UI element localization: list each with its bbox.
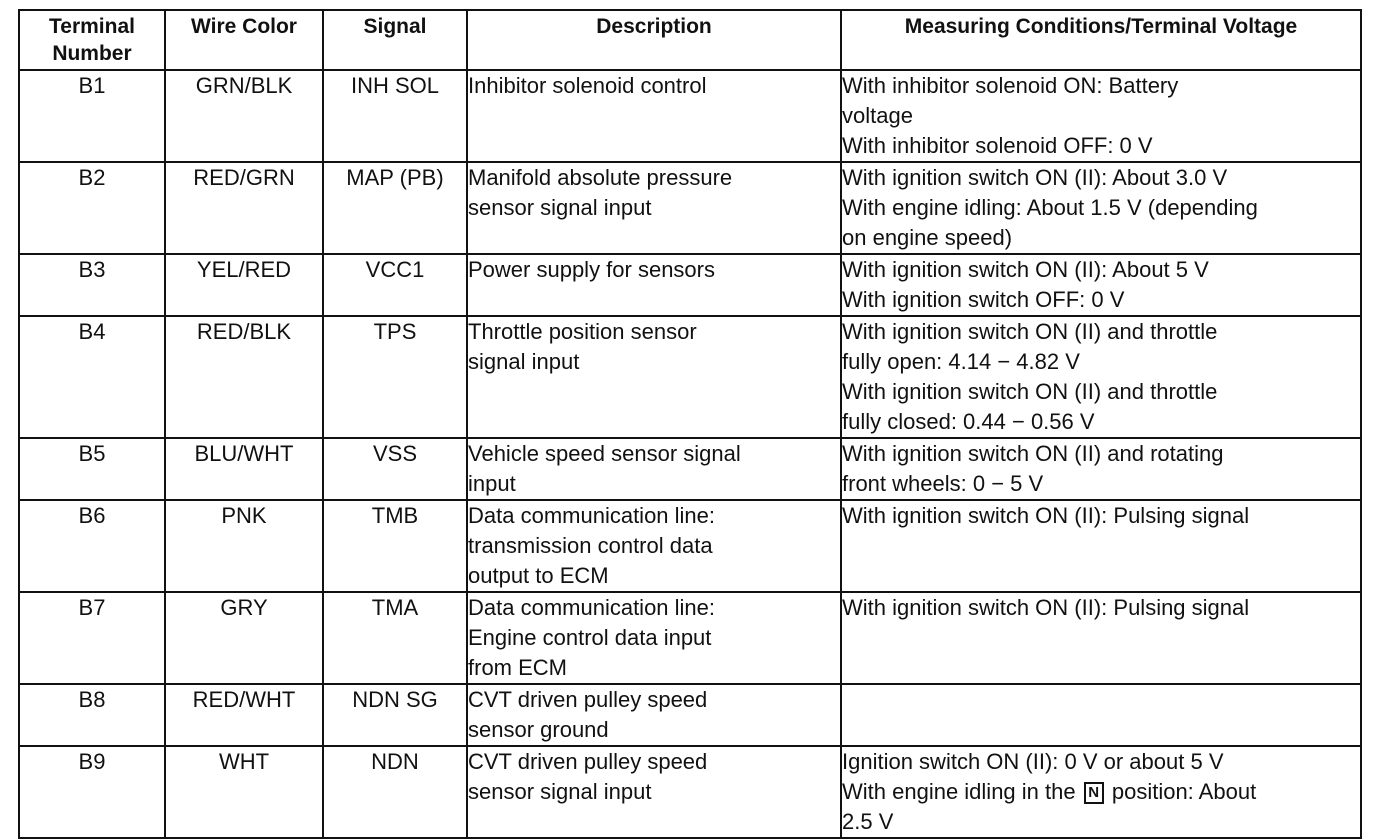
measuring-line bbox=[842, 777, 1360, 807]
measuring-cell bbox=[841, 746, 1361, 838]
terminal-cell: B7 bbox=[19, 592, 165, 684]
measuring-line: With engine idling: About 1.5 V (depending bbox=[842, 195, 1258, 220]
measuring-line: voltage bbox=[842, 103, 913, 128]
description-line: Power supply for sensors bbox=[468, 257, 715, 282]
measuring-line: With ignition switch OFF: 0 V bbox=[842, 287, 1125, 312]
measuring-cell bbox=[841, 592, 1361, 684]
description-cell bbox=[467, 438, 841, 500]
neutral-position-symbol: N bbox=[1084, 782, 1104, 804]
description-cell bbox=[467, 592, 841, 684]
description-line: Vehicle speed sensor signal bbox=[468, 441, 741, 466]
table-header bbox=[19, 10, 1361, 70]
wire-color-cell: RED/BLK bbox=[165, 316, 323, 438]
signal-cell: NDN bbox=[323, 746, 467, 838]
description-line: from ECM bbox=[468, 655, 567, 680]
signal-cell: TPS bbox=[323, 316, 467, 438]
wire-color-cell: RED/WHT bbox=[165, 684, 323, 746]
header-terminal-line1: Terminal bbox=[49, 15, 135, 38]
measuring-line: on engine speed) bbox=[842, 225, 1013, 250]
wire-color-cell: GRN/BLK bbox=[165, 70, 323, 162]
description-line: Throttle position sensor bbox=[468, 319, 697, 344]
header-signal: Signal bbox=[323, 10, 467, 70]
signal-cell: NDN SG bbox=[323, 684, 467, 746]
measuring-line: With inhibitor solenoid ON: Battery bbox=[842, 73, 1179, 98]
description-line: transmission control data bbox=[468, 533, 713, 558]
wire-color-cell: PNK bbox=[165, 500, 323, 592]
description-line: signal input bbox=[468, 349, 580, 374]
description-cell bbox=[467, 162, 841, 254]
terminal-cell: B4 bbox=[19, 316, 165, 438]
table-row bbox=[19, 746, 1361, 838]
measuring-line: With inhibitor solenoid OFF: 0 V bbox=[842, 133, 1153, 158]
description-line: Data communication line: bbox=[468, 503, 716, 528]
measuring-text: position: About bbox=[1111, 779, 1257, 804]
signal-cell: TMA bbox=[323, 592, 467, 684]
description-line: sensor signal input bbox=[468, 779, 652, 804]
wire-color-cell: BLU/WHT bbox=[165, 438, 323, 500]
measuring-line: With ignition switch ON (II): About 3.0 V bbox=[842, 165, 1228, 190]
measuring-cell bbox=[841, 162, 1361, 254]
table-row bbox=[19, 592, 1361, 684]
measuring-line: With ignition switch ON (II): Pulsing signal bbox=[842, 503, 1250, 528]
measuring-cell bbox=[841, 316, 1361, 438]
terminal-cell: B5 bbox=[19, 438, 165, 500]
table-row bbox=[19, 500, 1361, 592]
measuring-cell bbox=[841, 684, 1361, 746]
header-description: Description bbox=[467, 10, 841, 70]
measuring-text: With engine idling in the bbox=[842, 779, 1076, 804]
description-cell bbox=[467, 254, 841, 316]
table-row bbox=[19, 438, 1361, 500]
signal-cell: VSS bbox=[323, 438, 467, 500]
description-line: CVT driven pulley speed bbox=[468, 687, 708, 712]
description-line: input bbox=[468, 471, 516, 496]
measuring-line: With ignition switch ON (II) and throttle bbox=[842, 379, 1218, 404]
header-terminal-number bbox=[19, 10, 165, 70]
wire-color-cell: RED/GRN bbox=[165, 162, 323, 254]
measuring-line: With ignition switch ON (II) and throttle bbox=[842, 319, 1218, 344]
terminal-cell: B9 bbox=[19, 746, 165, 838]
signal-cell: TMB bbox=[323, 500, 467, 592]
measuring-line: 2.5 V bbox=[842, 809, 894, 834]
description-cell bbox=[467, 746, 841, 838]
header-terminal-line2: Number bbox=[52, 42, 132, 65]
header-wire-color: Wire Color bbox=[165, 10, 323, 70]
measuring-cell bbox=[841, 70, 1361, 162]
description-line: output to ECM bbox=[468, 563, 609, 588]
wire-color-cell: GRY bbox=[165, 592, 323, 684]
table-body bbox=[19, 70, 1361, 838]
description-line: CVT driven pulley speed bbox=[468, 749, 708, 774]
table-row bbox=[19, 316, 1361, 438]
description-line: Inhibitor solenoid control bbox=[468, 73, 707, 98]
measuring-line: fully open: 4.14 − 4.82 V bbox=[842, 349, 1080, 374]
terminal-cell: B6 bbox=[19, 500, 165, 592]
table-row bbox=[19, 254, 1361, 316]
description-cell bbox=[467, 500, 841, 592]
description-line: sensor signal input bbox=[468, 195, 652, 220]
description-line: Manifold absolute pressure bbox=[468, 165, 733, 190]
description-line: Engine control data input bbox=[468, 625, 712, 650]
signal-cell: INH SOL bbox=[323, 70, 467, 162]
table-row bbox=[19, 70, 1361, 162]
description-line: sensor ground bbox=[468, 717, 609, 742]
terminal-cell: B2 bbox=[19, 162, 165, 254]
measuring-line: With ignition switch ON (II) and rotating bbox=[842, 441, 1224, 466]
measuring-cell bbox=[841, 254, 1361, 316]
description-cell bbox=[467, 316, 841, 438]
description-cell bbox=[467, 70, 841, 162]
terminal-cell: B3 bbox=[19, 254, 165, 316]
measuring-line: fully closed: 0.44 − 0.56 V bbox=[842, 409, 1095, 434]
measuring-line: front wheels: 0 − 5 V bbox=[842, 471, 1044, 496]
table-row bbox=[19, 684, 1361, 746]
wire-color-cell: YEL/RED bbox=[165, 254, 323, 316]
terminal-cell: B1 bbox=[19, 70, 165, 162]
header-measuring-conditions: Measuring Conditions/Terminal Voltage bbox=[841, 10, 1361, 70]
terminal-cell: B8 bbox=[19, 684, 165, 746]
measuring-line: With ignition switch ON (II): Pulsing signal bbox=[842, 595, 1250, 620]
measuring-cell bbox=[841, 500, 1361, 592]
table-row bbox=[19, 162, 1361, 254]
measuring-line: With ignition switch ON (II): About 5 V bbox=[842, 257, 1209, 282]
description-line: Data communication line: bbox=[468, 595, 716, 620]
wire-color-cell: WHT bbox=[165, 746, 323, 838]
terminal-table bbox=[18, 9, 1362, 839]
measuring-line: Ignition switch ON (II): 0 V or about 5 V bbox=[842, 749, 1224, 774]
signal-cell: MAP (PB) bbox=[323, 162, 467, 254]
signal-cell: VCC1 bbox=[323, 254, 467, 316]
description-cell bbox=[467, 684, 841, 746]
measuring-cell bbox=[841, 438, 1361, 500]
header-row bbox=[19, 10, 1361, 70]
